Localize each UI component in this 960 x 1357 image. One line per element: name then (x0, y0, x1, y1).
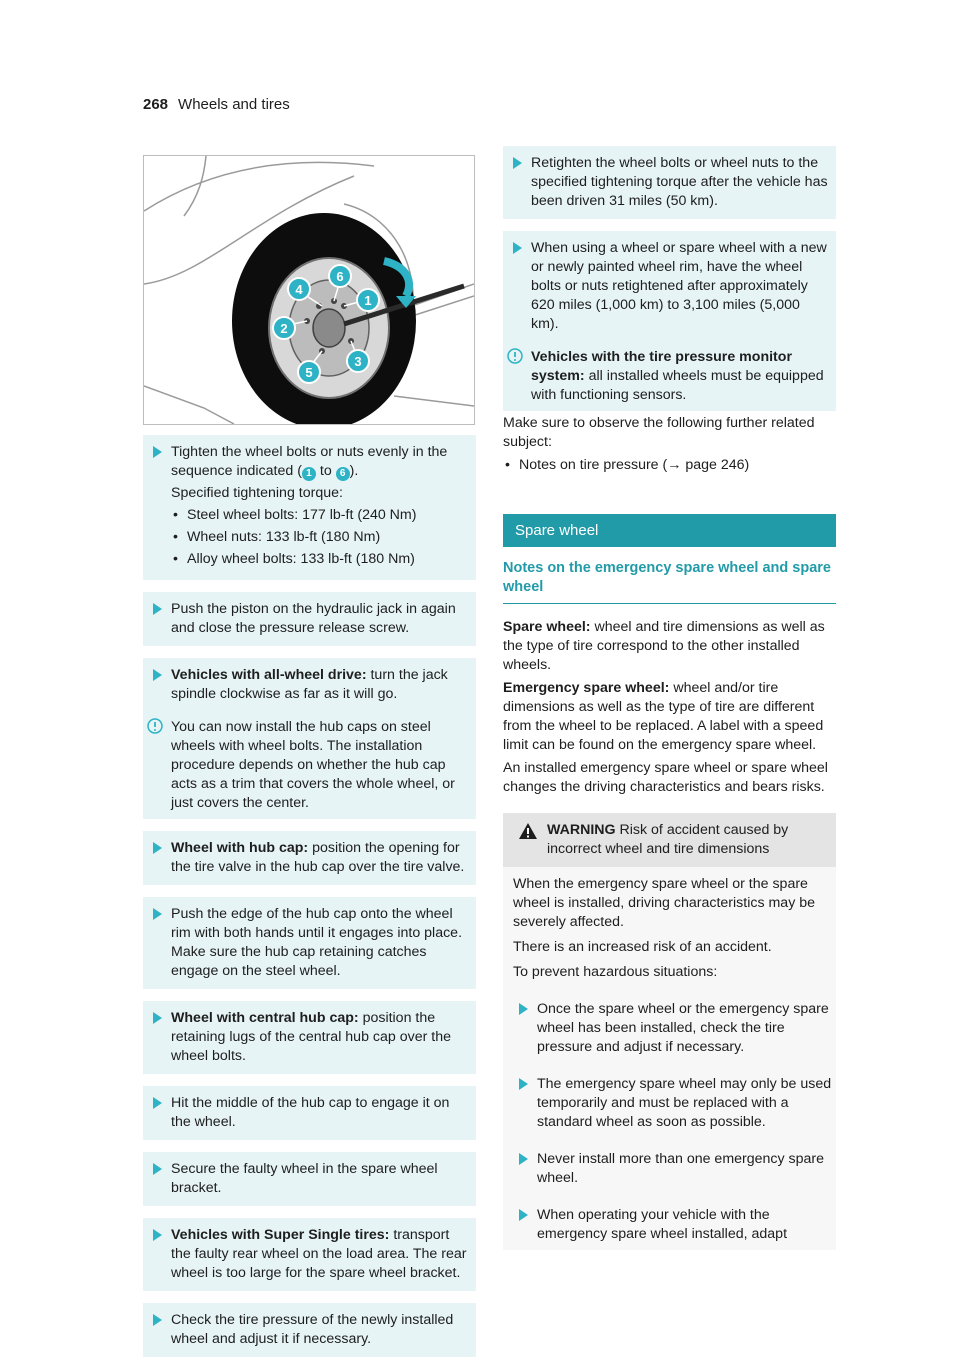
warning-label: WARNING (547, 822, 616, 838)
step-tighten: Tighten the wheel bolts or nuts evenly in the sequence indicated ( 1 to 6 ). Specified tightening torque: • Steel wheel bolts: 177 lb-ft (240 Nm) • Wheel nuts: 133 lb-ft (180 Nm) • Alloy wheel bolts: 133 lb-ft (180 Nm) (143, 435, 476, 580)
note-tpms: Vehicles with the tire pressure monitor system: all installed wheels must be equipped with functioning sensors. (503, 342, 836, 411)
callout-ref-6: 6 (336, 467, 350, 481)
right-column (503, 146, 836, 1250)
step-arrow-icon (153, 1163, 162, 1175)
step-super-single: Vehicles with Super Single tires: transport the faulty rear wheel on the load area. The rear wheel is too large for the spare wheel bracket. (143, 1218, 476, 1291)
subheading: Notes on the emergency spare wheel and spare wheel (503, 547, 836, 604)
info-icon (147, 718, 163, 734)
warning-step: Once the spare wheel or the emergency spare wheel has been installed, check the tire pressure and adjust if necessary. (503, 994, 836, 1063)
section-title: Spare wheel (503, 514, 836, 547)
warning-box (503, 813, 836, 1250)
step-central-hub: Wheel with central hub cap: position the retaining lugs of the central hub cap over the wheel bolts. (143, 1001, 476, 1074)
list-item: • Steel wheel bolts: 177 lb-ft (240 Nm) (171, 506, 470, 525)
warning-step: When operating your vehicle with the emergency spare wheel installed, adapt (503, 1200, 836, 1250)
step-arrow-icon (519, 1003, 528, 1015)
step-arrow-icon (153, 1012, 162, 1024)
wheel-illustration (143, 155, 475, 425)
step-arrow-icon (513, 242, 522, 254)
callout-4 (288, 278, 310, 300)
callout-2 (273, 317, 295, 339)
step-hit-middle: Hit the middle of the hub cap to engage it on the wheel. (143, 1086, 476, 1140)
step-arrow-icon (519, 1153, 528, 1165)
svg-text:3: 3 (354, 354, 362, 369)
related-subject: Make sure to observe the following further related subject: • Notes on tire pressure (→ page 246) (503, 411, 836, 478)
svg-text:5: 5 (305, 365, 313, 380)
list-item: • Wheel nuts: 133 lb-ft (180 Nm) (171, 528, 470, 547)
step-arrow-icon (153, 603, 162, 615)
step-check-pressure: Check the tire pressure of the newly installed wheel and adjust it if necessary. (143, 1303, 476, 1357)
svg-text:6: 6 (336, 269, 344, 284)
warning-body: When the emergency spare wheel or the spare wheel is installed, driving characteristics may be severely affected. There is an increased risk of an accident. To prevent hazardous situations: (513, 876, 816, 980)
step-arrow-icon (519, 1209, 528, 1221)
warning-step: The emergency spare wheel may only be used temporarily and must be replaced with a standard wheel as soon as possible. (503, 1069, 836, 1138)
callout-1 (357, 289, 379, 311)
warning-triangle-icon (519, 823, 537, 839)
page-header (143, 95, 290, 114)
page-number: 268 (143, 96, 169, 113)
svg-text:2: 2 (280, 321, 288, 336)
related-link[interactable]: • Notes on tire pressure (→ page 246) (503, 456, 836, 475)
torque-label: Specified tightening torque: (171, 485, 343, 501)
torque-list (171, 506, 470, 569)
step-new-rim: When using a wheel or spare wheel with a new or newly painted wheel rim, have the wheel bolts or nuts retightened after approximately 620 miles (1,000 km) to 3,100 miles (5,000 km). (503, 231, 836, 342)
spare-wheel-text: Spare wheel: wheel and tire dimensions as well as the type of tire correspond to the other installed wheels. Emergency spare wheel: wheel and/or tire dimensions as well as the type of tire are different from the wheel to be replaced. A label with a speed limit can be found on the emergency spare wheel. An installed emergency spare wheel or spare wheel changes the driving characteristics and bears risks. (503, 619, 828, 795)
svg-text:4: 4 (295, 282, 303, 297)
step-secure: Secure the faulty wheel in the spare wheel bracket. (143, 1152, 476, 1206)
step-push-edge: Push the edge of the hub cap onto the wheel rim with both hands until it engages into place. Make sure the hub cap retaining catches engage on the steel wheel. (143, 897, 476, 989)
callout-6 (329, 265, 351, 287)
warning-header (503, 813, 836, 867)
step-hub-cap: Wheel with hub cap: position the opening for the tire valve in the hub cap over the tire valve. (143, 831, 476, 885)
step-arrow-icon (153, 1314, 162, 1326)
callout-3 (347, 350, 369, 372)
svg-text:1: 1 (364, 293, 372, 308)
section-name: Wheels and tires (178, 96, 290, 113)
step-arrow-icon (153, 908, 162, 920)
step-arrow-icon (153, 446, 162, 458)
left-column (143, 435, 476, 1357)
list-item: • Alloy wheel bolts: 133 lb-ft (180 Nm) (171, 550, 470, 569)
callout-ref-1: 1 (302, 467, 316, 481)
step-arrow-icon (153, 1229, 162, 1241)
step-arrow-icon (153, 669, 162, 681)
warning-title: Risk of accident caused by incorrect wheel and tire dimensions (547, 822, 789, 857)
info-icon (507, 348, 523, 364)
step-retighten: Retighten the wheel bolts or wheel nuts to the specified tightening torque after the vehicle has been driven 31 miles (50 km). (503, 146, 836, 219)
callout-5 (298, 361, 320, 383)
warning-step: Never install more than one emergency spare wheel. (503, 1144, 836, 1194)
step-arrow-icon (153, 1097, 162, 1109)
step-arrow-icon (153, 842, 162, 854)
step-awd: Vehicles with all-wheel drive: turn the jack spindle clockwise as far as it will go. (143, 658, 476, 712)
step-arrow-icon (519, 1078, 528, 1090)
step-arrow-icon (513, 157, 522, 169)
note-hub-caps: You can now install the hub caps on steel wheels with wheel bolts. The installation procedure depends on whether the hub cap acts as a trim that covers the whole wheel, or just covers the center. (143, 712, 476, 819)
step-push-piston: Push the piston on the hydraulic jack in again and close the pressure release screw. (143, 592, 476, 646)
